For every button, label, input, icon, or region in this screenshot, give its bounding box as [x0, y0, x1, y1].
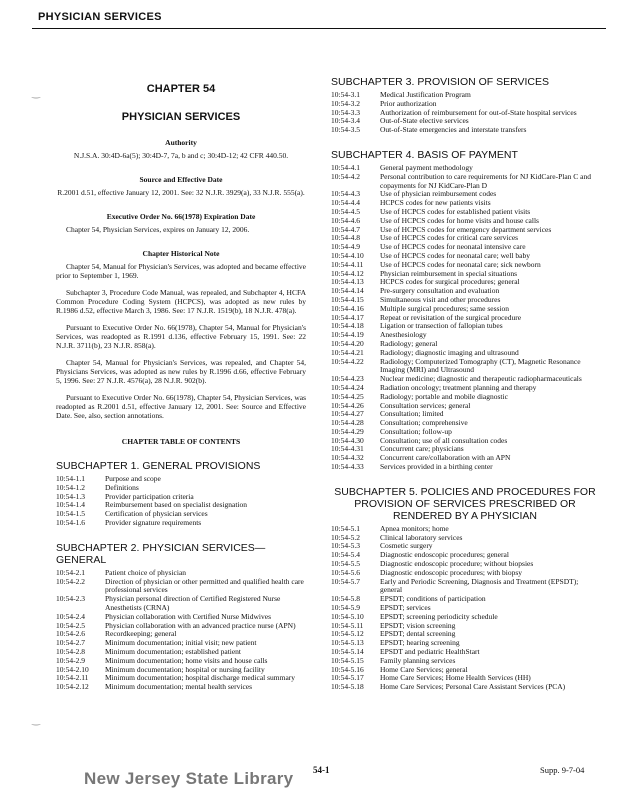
- section-number: 10:54-4.5: [331, 206, 360, 216]
- section-title: Authorization of reimbursement for out-of-State hospital services: [380, 107, 577, 117]
- section-title: EPSDT; hearing screening: [380, 638, 460, 648]
- section-title: Clinical laboratory services: [380, 532, 463, 542]
- section-title: Use of HCPCS codes for home visits and house calls: [380, 215, 539, 225]
- section-title: EPSDT; services: [380, 603, 431, 613]
- section-number: 10:54-4.4: [331, 198, 360, 208]
- chapter-title: PHYSICIAN SERVICES: [121, 111, 241, 123]
- left-column: [56, 76, 306, 692]
- section-number: 10:54-4.29: [331, 426, 364, 436]
- library-watermark: New Jersey State Library: [84, 769, 294, 788]
- section-number: 10:54-4.16: [331, 303, 364, 313]
- section-title: Provider participation criteria: [105, 491, 194, 501]
- section-number: 10:54-4.25: [331, 391, 364, 401]
- section-title: Radiation oncology; treatment planning and therapy: [380, 382, 537, 392]
- toc-entry: [56, 475, 306, 484]
- section-number: 10:54-5.12: [331, 629, 364, 639]
- section-number: 10:54-1.3: [56, 491, 85, 501]
- historical-note-paragraph: Chapter 54, Manual for Physician's Services, was repealed, and Chapter 54, Physicians Services, was adopted as new rules by R.1996 d.66, effective February 5, 1996. See: 27 N.J.R. 4576(a), 28 N.J.R. 902(b).: [56, 358, 306, 385]
- section-title: Physician collaboration with Certified Nurse Midwives: [105, 611, 272, 621]
- section-title: Certification of physician services: [105, 509, 208, 519]
- section-number: 10:54-3.1: [331, 90, 360, 99]
- table-of-contents-heading: CHAPTER TABLE OF CONTENTS: [121, 437, 241, 446]
- section-title: EPSDT; screening periodicity schedule: [380, 611, 498, 621]
- section-number: 10:54-5.15: [331, 655, 364, 665]
- section-title: Consultation services; general: [380, 400, 471, 410]
- subchapter-1-list: [56, 475, 306, 528]
- section-title: HCPCS codes for new patients visits: [380, 198, 491, 208]
- section-number: 10:54-2.12: [56, 682, 89, 692]
- section-title: Minimum documentation; home visits and house calls: [105, 655, 268, 665]
- section-number: 10:54-3.4: [331, 116, 360, 126]
- section-number: 10:54-4.19: [331, 330, 364, 340]
- section-number: 10:54-4.24: [331, 382, 364, 392]
- section-title: Family planning services: [380, 655, 456, 665]
- section-number: 10:54-5.2: [331, 532, 360, 542]
- supplement-date: Supp. 9-7-04: [540, 765, 585, 775]
- section-title: Ligation or transection of fallopian tubes: [380, 321, 503, 331]
- section-number: 10:54-5.4: [331, 550, 360, 560]
- section-number: 10:54-3.2: [331, 98, 360, 108]
- toc-entry: [331, 126, 599, 135]
- section-title: Repeat or revisitation of the surgical procedure: [380, 312, 522, 322]
- section-title: Radiology; Computerized Tomography (CT), Magnetic Resonance Imaging (MRI) and Ultrasound: [380, 356, 581, 375]
- section-title: Consultation; comprehensive: [380, 418, 468, 428]
- section-number: 10:54-4.9: [331, 242, 360, 252]
- section-number: 10:54-4.26: [331, 400, 364, 410]
- subchapter-5-heading: SUBCHAPTER 5. POLICIES AND PROCEDURES FOR PROVISION OF SERVICES PRESCRIBED OR RENDERED BY A PHYSICIAN: [334, 485, 596, 522]
- historical-note-paragraph: Pursuant to Executive Order No. 66(1978), Chapter 54, Manual for Physician's Services, was readopted as R.1991 d.136, effective February 15, 1991. See: 22 N.J.R. 3711(b), 23 N.J.R. 858(a).: [56, 323, 306, 350]
- section-number: 10:54-4.2: [331, 171, 360, 181]
- section-title: EPSDT; dental screening: [380, 629, 456, 639]
- section-number: 10:54-4.14: [331, 286, 364, 296]
- section-number: 10:54-5.18: [331, 682, 364, 692]
- section-title: Home Care Services; Home Health Services (HH): [380, 673, 531, 683]
- section-title: Use of HCPCS codes for neonatal care; sick newborn: [380, 259, 541, 269]
- toc-entry: [331, 613, 599, 622]
- section-number: 10:54-5.5: [331, 559, 360, 569]
- section-title: Provider signature requirements: [105, 517, 202, 527]
- toc-entry: [56, 683, 306, 692]
- section-number: 10:54-1.2: [56, 482, 85, 492]
- section-title: Pre-surgery consultation and evaluation: [380, 286, 500, 296]
- chapter-number: CHAPTER 54: [146, 83, 216, 95]
- section-number: 10:54-4.3: [331, 189, 360, 199]
- section-title: Consultation; follow-up: [380, 426, 452, 436]
- subchapter-2-heading: SUBCHAPTER 2. PHYSICIAN SERVICES—GENERAL: [56, 541, 266, 566]
- authority-text: N.J.S.A. 30:4D-6a(5); 30:4D-7, 7a, b and c; 30:4D-12; 42 CFR 440.50.: [73, 151, 289, 160]
- section-title: Use of HCPCS codes for neonatal care; well baby: [380, 250, 530, 260]
- section-title: Purpose and scope: [105, 474, 161, 483]
- section-number: 10:54-2.9: [56, 655, 85, 665]
- toc-entry: [331, 419, 599, 428]
- section-title: Out-of-State elective services: [380, 116, 469, 126]
- section-number: 10:54-4.11: [331, 259, 364, 269]
- section-number: 10:54-5.9: [331, 603, 360, 613]
- section-title: Radiology; general: [380, 338, 438, 348]
- section-title: EPSDT and pediatric HealthStart: [380, 647, 480, 657]
- toc-entry: [331, 578, 599, 596]
- section-title: HCPCS codes for surgical procedures; general: [380, 277, 520, 287]
- section-title: Prior authorization: [380, 98, 437, 108]
- section-number: 10:54-2.1: [56, 567, 85, 577]
- section-title: Multiple surgical procedures; same session: [380, 303, 510, 313]
- section-number: 10:54-2.11: [56, 673, 89, 683]
- historical-note-heading: Chapter Historical Note: [142, 249, 220, 258]
- section-title: Physician reimbursement in special situations: [380, 268, 518, 278]
- section-number: 10:54-4.32: [331, 453, 364, 463]
- section-title: Home Care Services; Personal Care Assistant Services (PCA): [380, 682, 566, 692]
- section-title: Physician collaboration with an advanced practice nurse (APN): [105, 620, 296, 630]
- subchapter-4-list: [331, 164, 599, 472]
- section-title: Anesthesiology: [380, 330, 427, 340]
- subchapter-4-heading: SUBCHAPTER 4. BASIS OF PAYMENT: [331, 148, 518, 161]
- toc-entry: [56, 622, 306, 631]
- toc-entry: [56, 595, 306, 613]
- section-number: 10:54-2.5: [56, 620, 85, 630]
- section-number: 10:54-4.6: [331, 215, 360, 225]
- historical-note-paragraph: Subchapter 3, Procedure Code Manual, was repealed, and Subchapter 4, HCFA Common Procedure Coding System (HCPCS), was adopted as new rules by R.1986 d.52, effective March 3, 1986. See: 17 N.J.R. 1519(b), 18 N.J.R. 478(a).: [56, 288, 306, 315]
- historical-note: [56, 262, 306, 420]
- section-title: Early and Periodic Screening, Diagnosis and Treatment (EPSDT); general: [380, 576, 579, 595]
- section-title: Nuclear medicine; diagnostic and therapeutic radiopharmaceuticals: [380, 374, 582, 384]
- section-number: 10:54-4.27: [331, 409, 364, 419]
- section-number: 10:54-2.10: [56, 664, 89, 674]
- section-title: Services provided in a birthing center: [380, 462, 493, 472]
- section-number: 10:54-2.3: [56, 594, 85, 604]
- section-title: Minimum documentation; mental health services: [105, 682, 253, 692]
- header-rule: [32, 28, 606, 29]
- toc-entry: [331, 173, 599, 191]
- section-title: Radiology; diagnostic imaging and ultrasound: [380, 347, 519, 357]
- toc-entry: [331, 525, 599, 534]
- section-number: 10:54-4.23: [331, 374, 364, 384]
- section-title: Minimum documentation; initial visit; new patient: [105, 638, 257, 648]
- section-number: 10:54-4.33: [331, 462, 364, 472]
- section-title: Patient choice of physician: [105, 567, 187, 577]
- toc-entry: [331, 437, 599, 446]
- section-title: Apnea monitors; home: [380, 523, 449, 533]
- toc-entry: [331, 322, 599, 331]
- section-number: 10:54-2.8: [56, 646, 85, 656]
- section-title: Out-of-State emergencies and interstate transfers: [380, 125, 527, 135]
- section-title: Simultaneous visit and other procedures: [380, 294, 501, 304]
- section-number: 10:54-4.20: [331, 338, 364, 348]
- section-number: 10:54-2.7: [56, 638, 85, 648]
- section-number: 10:54-5.17: [331, 673, 364, 683]
- section-number: 10:54-4.31: [331, 444, 364, 454]
- section-title: Physician personal direction of Certified Registered Nurse Anesthetists (CRNA): [105, 594, 281, 612]
- page-number: 54-1: [313, 765, 330, 775]
- section-title: Consultation; use of all consultation codes: [380, 435, 508, 445]
- section-title: General payment methodology: [380, 162, 473, 172]
- section-number: 10:54-1.5: [56, 509, 85, 519]
- subchapter-3-list: [331, 91, 599, 135]
- section-title: Use of HCPCS codes for neonatal intensive care: [380, 242, 526, 252]
- toc-entry: [331, 534, 599, 543]
- section-number: 10:54-4.28: [331, 418, 364, 428]
- section-number: 10:54-5.11: [331, 620, 364, 630]
- section-number: 10:54-5.6: [331, 567, 360, 577]
- section-title: Recordkeeping; general: [105, 629, 177, 639]
- section-number: 10:54-4.8: [331, 233, 360, 243]
- section-number: 10:54-5.8: [331, 594, 360, 604]
- section-number: 10:54-4.18: [331, 321, 364, 331]
- subchapter-5-list: [331, 525, 599, 692]
- section-number: 10:54-4.7: [331, 224, 360, 234]
- section-number: 10:54-4.1: [331, 162, 360, 172]
- section-title: Diagnostic endoscopic procedures; general: [380, 550, 509, 560]
- subchapter-1-heading: SUBCHAPTER 1. GENERAL PROVISIONS: [56, 460, 261, 472]
- section-title: Reimbursement based on specialist designation: [105, 500, 248, 510]
- toc-entry: [331, 91, 599, 100]
- section-number: 10:54-3.5: [331, 125, 360, 135]
- margin-mark: ‿: [32, 715, 41, 726]
- section-title: Use of HCPCS codes for emergency department services: [380, 224, 552, 234]
- section-title: Diagnostic endoscopic procedure; without biopsies: [380, 559, 534, 569]
- section-number: 10:54-2.2: [56, 576, 85, 586]
- section-number: 10:54-5.7: [331, 576, 360, 586]
- section-number: 10:54-5.13: [331, 638, 364, 648]
- section-number: 10:54-4.13: [331, 277, 364, 287]
- section-number: 10:54-5.10: [331, 611, 364, 621]
- section-number: 10:54-4.15: [331, 294, 364, 304]
- section-title: Personal contribution to care requirements for NJ KidCare-Plan C and copayments for NJ KidCare-Plan D: [380, 171, 591, 190]
- section-number: 10:54-2.4: [56, 611, 85, 621]
- section-title: Use of physician reimbursement codes: [380, 189, 497, 199]
- section-number: 10:54-5.1: [331, 523, 360, 533]
- section-title: Direction of physician or other permitted and qualified health care professional services: [105, 576, 304, 595]
- section-number: 10:54-4.30: [331, 435, 364, 445]
- source-heading: Source and Effective Date: [139, 175, 223, 184]
- section-number: 10:54-4.12: [331, 268, 364, 278]
- executive-order-heading: Executive Order No. 66(1978) Expiration Date: [106, 212, 256, 221]
- section-title: Radiology; portable and mobile diagnostic: [380, 391, 508, 401]
- subchapter-2-list: [56, 569, 306, 692]
- authority-heading: Authority: [165, 138, 197, 147]
- section-title: Minimum documentation; established patient: [105, 646, 242, 656]
- section-number: 10:54-4.10: [331, 250, 364, 260]
- section-number: 10:54-1.1: [56, 474, 85, 483]
- section-title: Use of HCPCS codes for critical care services: [380, 233, 519, 243]
- section-title: Use of HCPCS codes for established patient visits: [380, 206, 531, 216]
- margin-mark: ‿: [32, 88, 41, 99]
- section-number: 10:54-3.3: [331, 107, 360, 117]
- right-column: [331, 76, 599, 692]
- section-number: 10:54-4.17: [331, 312, 364, 322]
- section-number: 10:54-2.6: [56, 629, 85, 639]
- running-head: PHYSICIAN SERVICES: [38, 11, 162, 23]
- subchapter-3-heading: SUBCHAPTER 3. PROVISION OF SERVICES: [331, 76, 550, 88]
- toc-entry: [331, 683, 599, 692]
- section-title: Diagnostic endoscopic procedures; with biopsy: [380, 567, 523, 577]
- section-number: 10:54-5.16: [331, 664, 364, 674]
- source-text: R.2001 d.51, effective January 12, 2001. See: 32 N.J.R. 3929(a), 33 N.J.R. 555(a).: [57, 188, 305, 197]
- section-title: Cosmetic surgery: [380, 541, 433, 551]
- section-title: Minimum documentation; hospital or nursing facility: [105, 664, 265, 674]
- section-number: 10:54-4.21: [331, 347, 364, 357]
- toc-entry: [331, 648, 599, 657]
- executive-order-text: Chapter 54, Physician Services, expires on January 12, 2006.: [66, 225, 250, 234]
- section-number: 10:54-5.3: [331, 541, 360, 551]
- section-number: 10:54-1.4: [56, 500, 85, 510]
- section-number: 10:54-4.22: [331, 356, 364, 366]
- toc-entry: [331, 463, 599, 472]
- toc-entry: [331, 402, 599, 411]
- section-title: Home Care Services; general: [380, 664, 468, 674]
- section-title: Minimum documentation; hospital discharge medical summary: [105, 673, 296, 683]
- section-title: EPSDT; conditions of participation: [380, 594, 486, 604]
- toc-entry: [56, 519, 306, 528]
- historical-note-paragraph: Chapter 54, Manual for Physician's Services, was adopted and became effective prior to September 1, 1969.: [56, 262, 306, 280]
- toc-entry: [331, 595, 599, 604]
- toc-entry: [56, 578, 306, 596]
- section-number: 10:54-5.14: [331, 647, 364, 657]
- toc-entry: [331, 622, 599, 631]
- section-title: Definitions: [105, 482, 139, 492]
- section-title: Concurrent care; physicians: [380, 444, 464, 454]
- section-title: EPSDT; vision screening: [380, 620, 456, 630]
- toc-entry: [331, 358, 599, 376]
- section-title: Medical Justification Program: [380, 90, 471, 99]
- historical-note-paragraph: Pursuant to Executive Order No. 66(1978), Chapter 54, Physician Services, was readopted as R.2001 d.51, effective January 12, 2001. See: Source and Effective Date. See, also, section annotations.: [56, 393, 306, 420]
- section-title: Consultation; limited: [380, 409, 444, 419]
- section-number: 10:54-1.6: [56, 517, 85, 527]
- toc-entry: [331, 630, 599, 639]
- section-title: Concurrent care/collaboration with an APN: [380, 453, 511, 463]
- toc-entry: [331, 331, 599, 340]
